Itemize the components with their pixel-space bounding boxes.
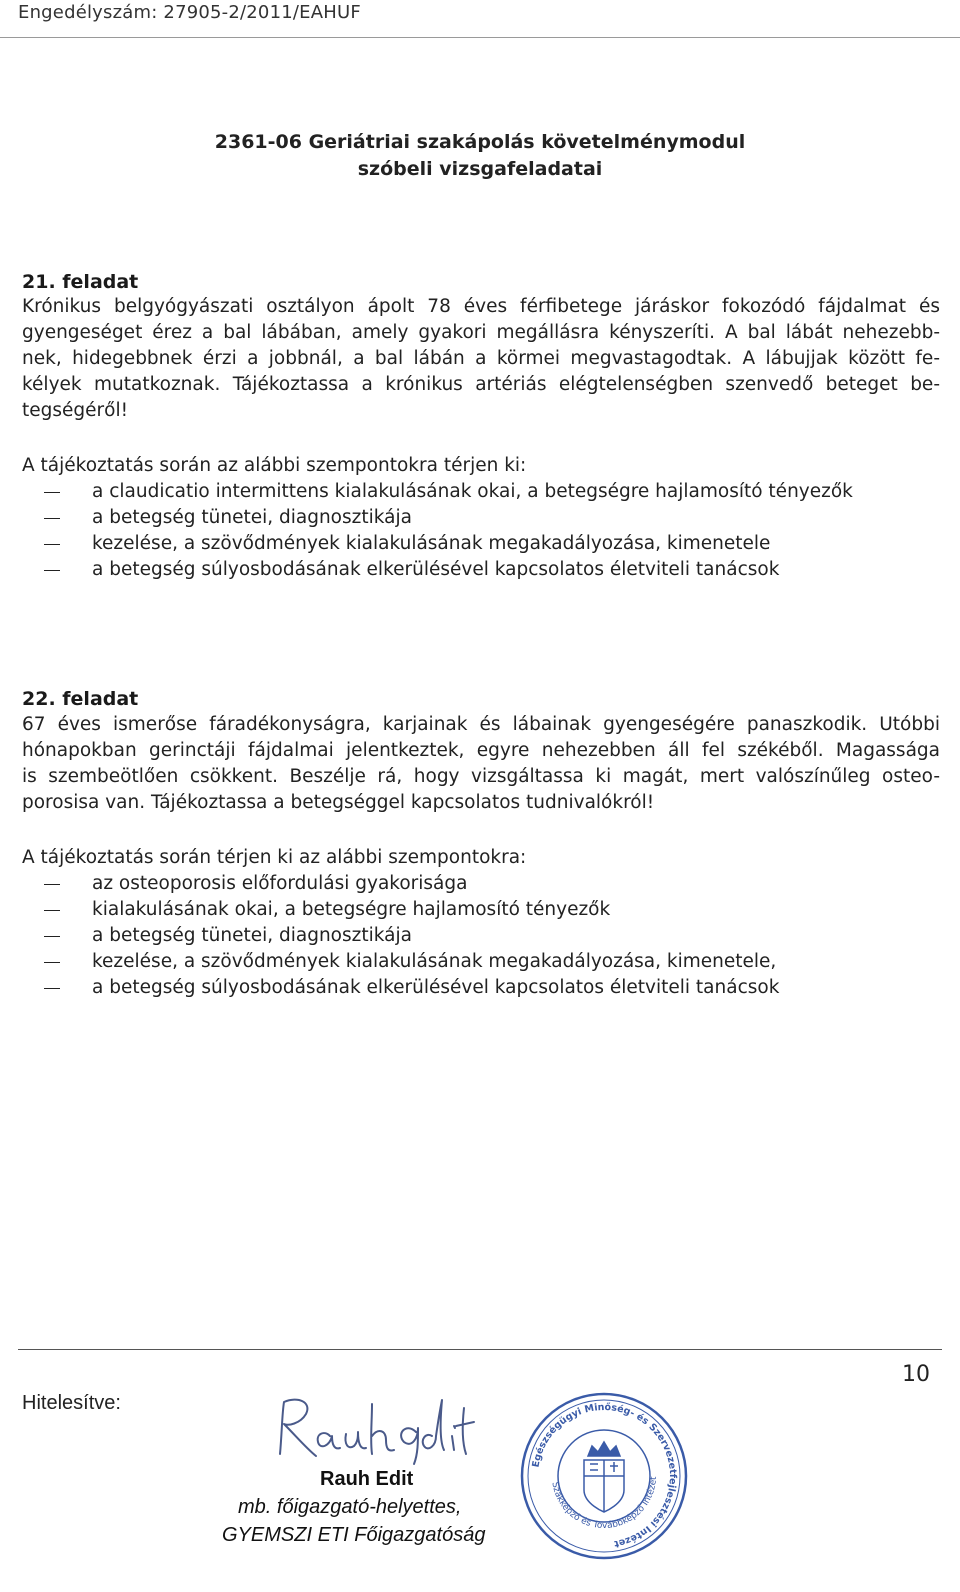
task-21-line-4: kélyek mutatkoznak. Tájékoztassa a krónikus artériás elégtelenségben szenvedő beteget be-: [22, 374, 940, 395]
handwritten-signature: [268, 1392, 478, 1472]
task-21-intro: A tájékoztatás során az alábbi szempontokra térjen ki:: [22, 455, 527, 476]
list-item-text: a betegség súlyosbodásának elkerülésével kapcsolatos életviteli tanácsok: [92, 977, 780, 998]
task-21-line-1: Krónikus belgyógyászati osztályon ápolt 78 éves férfibetege járáskor fokozódó fájdalmat és: [22, 296, 940, 317]
dash-bullet-icon: [44, 910, 60, 911]
task-22-line-1: 67 éves ismerőse fáradékonyságra, karjainak és lábainak gyengeségére panaszkodik. Utóbbi: [22, 714, 940, 735]
task-22-line-2: hónapokban gerinctáji fájdalmai jelentkeztek, egyre nehezebben áll fel székéből. Magassága: [22, 740, 940, 761]
header-divider: [0, 37, 960, 38]
list-item-text: a claudicatio intermittens kialakulásának okai, a betegségre hajlamosító tényezők: [92, 481, 853, 502]
dash-bullet-icon: [44, 988, 60, 989]
list-item: [22, 975, 779, 1001]
svg-text:Szakképző és Továbbképző Intéz: Szakképző és Továbbképző Intézet: [549, 1476, 660, 1532]
list-item-text: a betegség súlyosbodásának elkerülésével kapcsolatos életviteli tanácsok: [92, 559, 780, 580]
dash-bullet-icon: [44, 518, 60, 519]
dash-bullet-icon: [44, 492, 60, 493]
dash-bullet-icon: [44, 570, 60, 571]
list-item-text: a betegség tünetei, diagnosztikája: [92, 507, 412, 528]
task-21-title: 21. feladat: [22, 271, 139, 293]
list-item: [22, 949, 779, 975]
list-item-text: az osteoporosis előfordulási gyakorisága: [92, 873, 468, 894]
footer-divider: [18, 1349, 942, 1350]
list-item: [22, 531, 853, 557]
list-item: [22, 871, 779, 897]
list-item-text: kialakulásának okai, a betegségre hajlamosító tényezők: [92, 899, 611, 920]
task-21-line-5: tegségéről!: [22, 400, 129, 421]
document-title-line2: szóbeli vizsgafeladatai: [357, 158, 603, 180]
dash-bullet-icon: [44, 962, 60, 963]
task-21-line-2: gyengeséget érez a bal lábában, amely gyakori megállásra kényszeríti. A bal lábát nehezebb-: [22, 322, 940, 343]
list-item-text: a betegség tünetei, diagnosztikája: [92, 925, 412, 946]
signer-organization: GYEMSZI ETI Főigazgatóság: [222, 1524, 486, 1546]
task-22-line-3: is szembeötlően csökkent. Beszélje rá, hogy vizsgáltassa ki magát, mert valószínűleg osteo-: [22, 766, 940, 787]
list-item: [22, 479, 853, 505]
dash-bullet-icon: [44, 936, 60, 937]
permit-number: Engedélyszám: 27905-2/2011/EAHUF: [18, 2, 361, 23]
page-number: 10: [902, 1362, 930, 1387]
list-item-text: kezelése, a szövődmények kialakulásának megakadályozása, kimenetele,: [92, 951, 777, 972]
list-item-text: kezelése, a szövődmények kialakulásának megakadályozása, kimenetele: [92, 533, 771, 554]
certified-label: Hitelesítve:: [22, 1392, 121, 1414]
list-item: [22, 897, 779, 923]
dash-bullet-icon: [44, 884, 60, 885]
signer-name: Rauh Edit: [320, 1468, 414, 1490]
document-title-line1: 2361-06 Geriátriai szakápolás követelménymodul: [214, 131, 746, 153]
task-22-description: [22, 712, 940, 816]
task-22-title: 22. feladat: [22, 688, 139, 710]
list-item: [22, 557, 853, 583]
svg-text:Egészségügyi Minőség- és Szerv: Egészségügyi Minőség- és Szervezetfejlesztési Intézet: [530, 1401, 679, 1550]
task-22-line-4: porosisa van. Tájékoztassa a betegséggel kapcsolatos tudnivalókról!: [22, 792, 655, 813]
list-item: [22, 923, 779, 949]
signer-role: mb. főigazgató-helyettes,: [238, 1496, 462, 1518]
list-item: [22, 505, 853, 531]
task-22-points: [22, 871, 779, 1001]
task-22-intro: A tájékoztatás során térjen ki az alábbi szempontokra:: [22, 847, 527, 868]
task-21-points: [22, 479, 853, 583]
task-21-line-3: nek, hidegebbnek érzi a jobbnál, a bal lábán a körmei megvastagodtak. A lábujjak között fe-: [22, 348, 940, 369]
dash-bullet-icon: [44, 544, 60, 545]
official-seal-icon: [518, 1390, 690, 1562]
task-21-description: [22, 294, 940, 424]
